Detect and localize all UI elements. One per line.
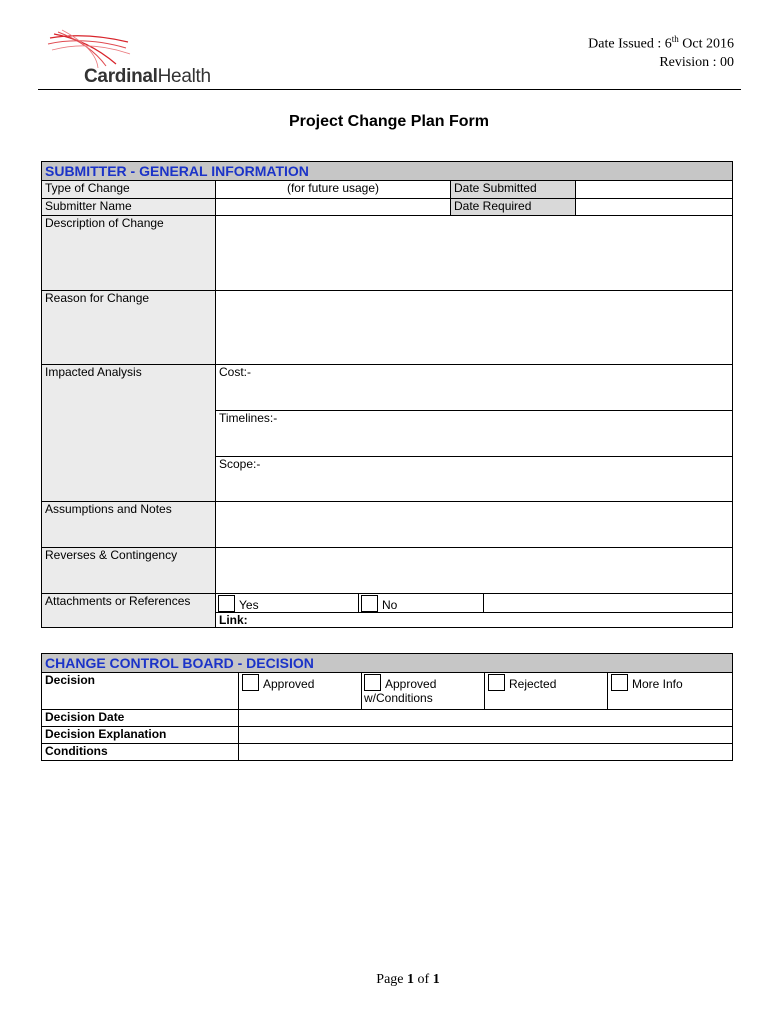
rejected-checkbox[interactable] (488, 674, 505, 691)
page-title: Project Change Plan Form (288, 113, 490, 130)
decision-explanation-label: Decision Explanation (42, 727, 239, 744)
date-submitted-field[interactable] (576, 181, 733, 199)
conditions-label: Conditions (42, 744, 239, 761)
company-logo (46, 28, 211, 88)
submitter-name-field[interactable] (216, 199, 451, 216)
logo-wordmark: CardinalHealth (84, 66, 211, 87)
revision: Revision : 00 (659, 54, 734, 70)
submitter-name-label: Submitter Name (42, 199, 216, 216)
ccb-section (41, 653, 733, 761)
reason-field[interactable] (216, 291, 733, 365)
reverses-label: Reverses & Contingency (42, 548, 216, 594)
submitter-heading: SUBMITTER - GENERAL INFORMATION (42, 162, 733, 181)
description-field[interactable] (216, 216, 733, 291)
attach-yes-option[interactable]: Yes (216, 594, 359, 612)
assumptions-field[interactable] (216, 502, 733, 548)
type-of-change-label: Type of Change (42, 181, 216, 199)
approved-checkbox[interactable] (242, 674, 259, 691)
timelines-field[interactable]: Timelines:- (216, 411, 733, 457)
ccb-heading: CHANGE CONTROL BOARD - DECISION (42, 654, 733, 673)
reverses-field[interactable] (216, 548, 733, 594)
type-of-change-field[interactable]: (for future usage) (216, 181, 451, 199)
impacted-analysis-label: Impacted Analysis (42, 365, 216, 502)
cardinal-swoosh-icon (46, 28, 136, 68)
approved-option[interactable]: Approved (239, 673, 362, 710)
attach-no-option[interactable]: No (359, 594, 484, 612)
page-number: Page 1 of 1 (376, 972, 440, 987)
reason-label: Reason for Change (42, 291, 216, 365)
decision-label: Decision (42, 673, 239, 710)
attachment-reference-field[interactable] (484, 594, 732, 612)
attachments-label: Attachments or References (42, 594, 216, 628)
submitter-section (41, 161, 733, 628)
assumptions-label: Assumptions and Notes (42, 502, 216, 548)
no-checkbox[interactable] (361, 595, 378, 612)
rejected-option[interactable]: Rejected (485, 673, 608, 710)
decision-date-label: Decision Date (42, 710, 239, 727)
date-required-label: Date Required (451, 199, 576, 216)
more-info-checkbox[interactable] (611, 674, 628, 691)
date-issued: Date Issued : 6th Oct 2016 (588, 34, 734, 52)
decision-explanation-field[interactable] (239, 727, 733, 744)
approved-conditions-checkbox[interactable] (364, 674, 381, 691)
document-meta (588, 30, 734, 72)
cost-field[interactable]: Cost:- (216, 365, 733, 411)
approved-conditions-option[interactable]: Approved w/Conditions (362, 673, 485, 710)
conditions-field[interactable] (239, 744, 733, 761)
scope-field[interactable]: Scope:- (216, 457, 733, 502)
header-divider (38, 89, 741, 90)
description-label: Description of Change (42, 216, 216, 291)
decision-date-field[interactable] (239, 710, 733, 727)
date-required-field[interactable] (576, 199, 733, 216)
yes-checkbox[interactable] (218, 595, 235, 612)
more-info-option[interactable]: More Info (608, 673, 733, 710)
link-field[interactable]: Link: (216, 613, 733, 628)
date-submitted-label: Date Submitted (451, 181, 576, 199)
